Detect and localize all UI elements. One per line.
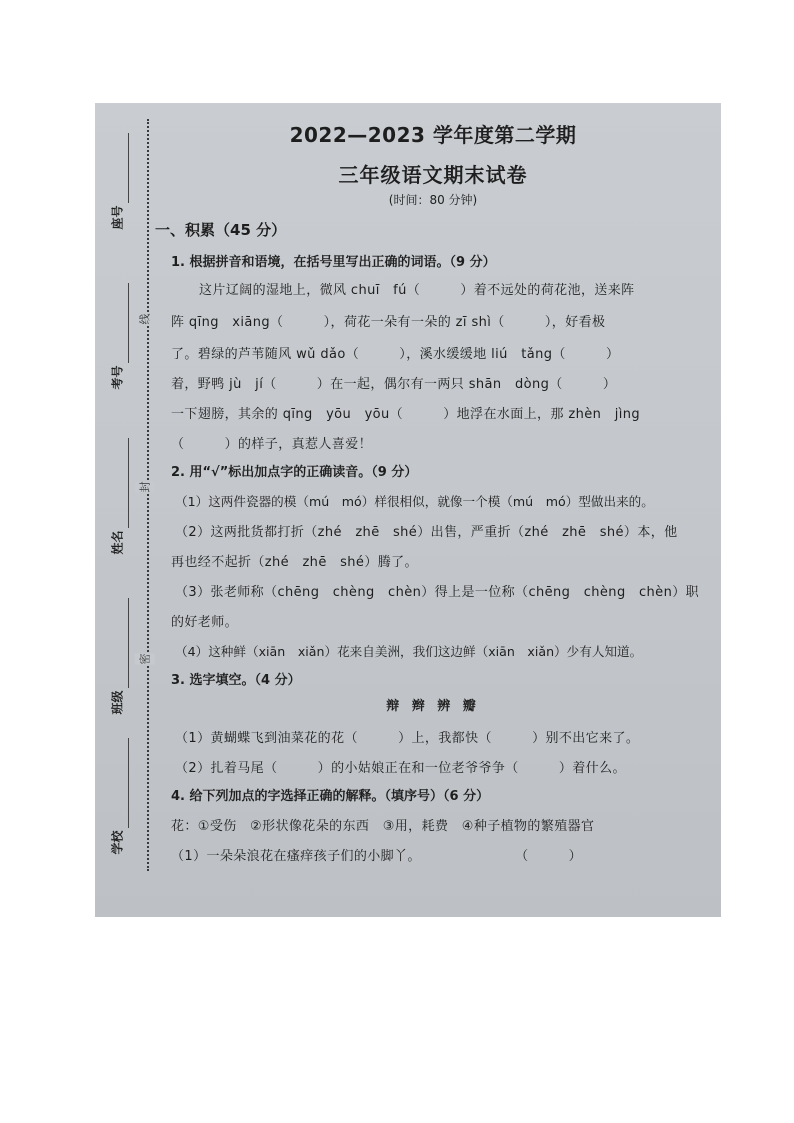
exam-number-label: 考号 — [110, 365, 125, 390]
name-blank — [128, 438, 129, 528]
q1-line: （ ）的样子，真惹人喜爱！ — [171, 437, 373, 452]
seat-number-blank — [128, 133, 129, 203]
seal-char-secret: 密 — [135, 654, 155, 665]
class-blank — [128, 598, 129, 688]
q2-line: （1）这两件瓷器的模（mú mó）样很相似，就像一个模（mú mó）型做出来的。 — [175, 494, 654, 509]
seal-char-line: 线 — [135, 314, 155, 325]
q2-line: （4）这种鲜（xiān xiǎn）花来自美洲，我们这边鲜（xiān xiǎn）少有人知道。 — [175, 644, 643, 659]
q3-character-bank: 辩 辫 辨 瓣 — [386, 699, 480, 714]
section-heading: 一、积累（45 分） — [155, 221, 287, 239]
exam-number-blank — [128, 283, 129, 363]
exam-number-field — [95, 283, 155, 393]
q2-heading: 2. 用“√”标出加点字的正确读音。（9 分） — [171, 465, 418, 480]
exam-title: 2022—2023 学年度第二学期 — [289, 123, 577, 147]
q4-heading: 4. 给下列加点的字选择正确的解释。（填序号）（6 分） — [171, 789, 490, 804]
q1-heading: 1. 根据拼音和语境，在括号里写出正确的词语。（9 分） — [171, 255, 496, 270]
q3-line: （1）黄蝴蝶飞到油菜花的花（ ）上，我都快（ ）别不出它来了。 — [175, 731, 640, 746]
q2-line: 的好老师。 — [171, 615, 239, 630]
q1-line: 一下翅膀，其余的 qīng yōu yōu（ ）地浮在水面上，那 zhèn jìng — [171, 407, 641, 422]
q2-line: 再也经不起折（zhé zhē shé）腾了。 — [171, 555, 418, 570]
name-label: 姓名 — [110, 530, 125, 555]
class-label: 班级 — [110, 690, 125, 715]
school-blank — [128, 738, 129, 828]
exam-time: (时间：80 分钟) — [388, 193, 478, 207]
scanned-exam-photo — [95, 103, 721, 917]
q4-line: （1）一朵朵浪花在瘙痒孩子们的小脚丫。 （ ） — [171, 849, 583, 864]
q3-heading: 3. 选字填空。（4 分） — [171, 673, 301, 688]
exam-subtitle: 三年级语文期末试卷 — [338, 163, 528, 187]
q2-line: （3）张老师称（chēng chèng chèn）得上是一位称（chēng chèng chèn）职 — [175, 585, 700, 600]
q1-line: 阵 qīng xiāng（ ），荷花一朵有一朵的 zī shì（ ），好看极 — [171, 315, 606, 330]
name-field — [95, 438, 155, 558]
school-field — [95, 738, 155, 858]
q1-line: 着，野鸭 jù jí（ ）在一起，偶尔有一两只 shān dòng（ ） — [171, 377, 617, 392]
seal-char-seal: 封 — [135, 482, 155, 493]
q2-line: （2）这两批货都打折（zhé zhē shé）出售，严重折（zhé zhē shé）本，他 — [175, 525, 678, 540]
school-label: 学校 — [110, 830, 125, 855]
q1-line: 了。碧绿的芦苇随风 wǔ dǎo（ ），溪水缓缓地 liú tǎng（ ） — [171, 347, 620, 362]
seat-number-label: 座号 — [110, 205, 125, 230]
q1-line: 这片辽阔的湿地上，微风 chuī fú（ ）着不远处的荷花池，送来阵 — [199, 283, 635, 298]
q3-line: （2）扎着马尾（ ）的小姑娘正在和一位老爷爷争（ ）着什么。 — [175, 761, 626, 776]
q4-definitions: 花：①受伤 ②形状像花朵的东西 ③用，耗费 ④种子植物的繁殖器官 — [171, 819, 595, 834]
seat-number-field — [95, 133, 155, 233]
